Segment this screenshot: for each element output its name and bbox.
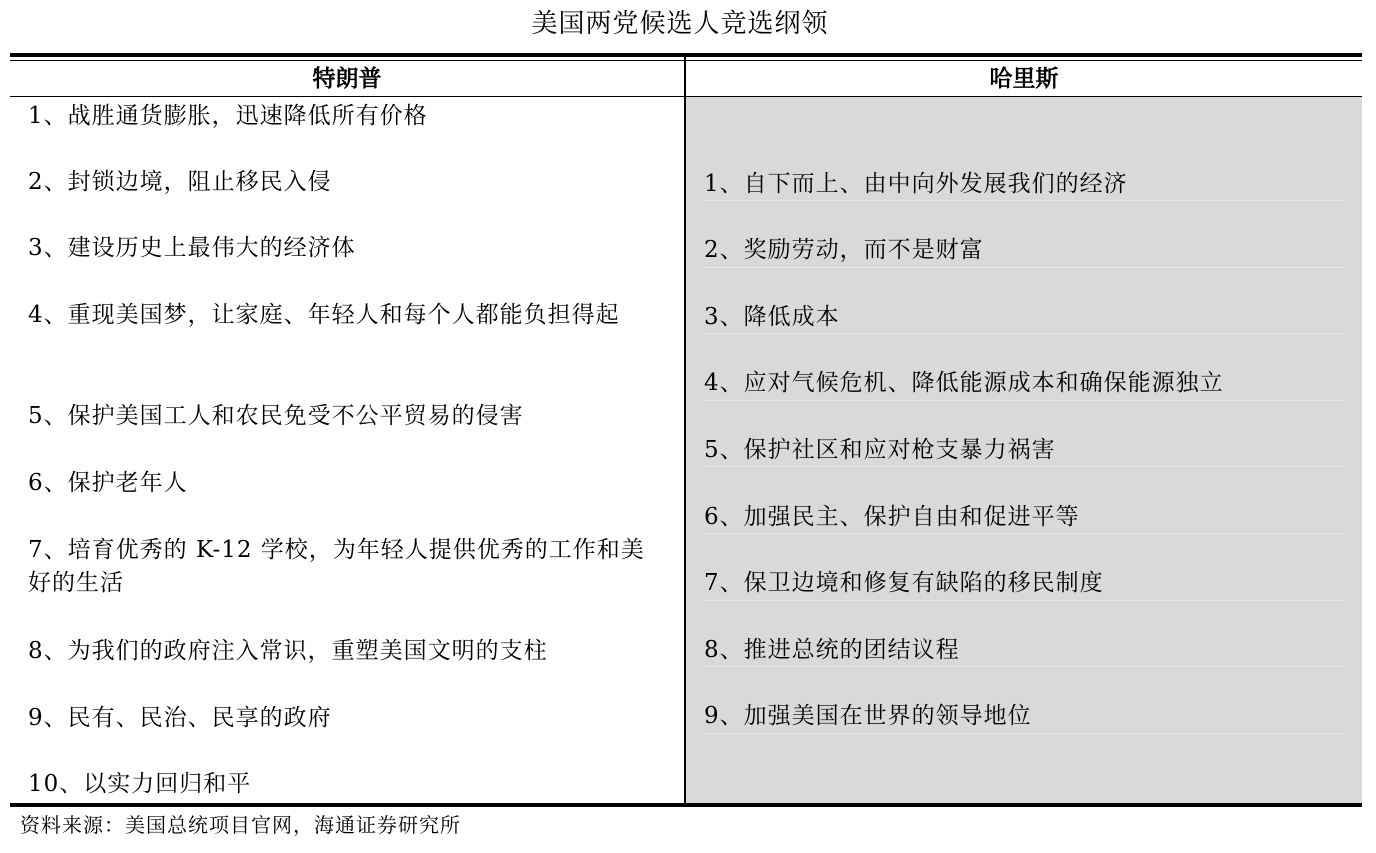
column-divider bbox=[684, 57, 686, 804]
trump-item: 4、重现美国梦，让家庭、年轻人和每个人都能负担得起 bbox=[28, 302, 620, 328]
harris-item: 3、降低成本 bbox=[704, 304, 840, 330]
harris-item: 8、推进总统的团结议程 bbox=[704, 637, 960, 663]
harris-item: 6、加强民主、保护自由和促进平等 bbox=[704, 504, 1080, 530]
trump-item: 9、民有、民治、民享的政府 bbox=[28, 705, 332, 731]
row-separator bbox=[704, 267, 1344, 268]
trump-item: 7、培育优秀的 K-12 学校，为年轻人提供优秀的工作和美好的生活 bbox=[28, 537, 645, 596]
row-separator bbox=[704, 400, 1344, 401]
trump-item: 5、保护美国工人和农民免受不公平贸易的侵害 bbox=[28, 403, 524, 429]
trump-item: 3、建设历史上最伟大的经济体 bbox=[28, 235, 356, 261]
trump-item: 10、以实力回归和平 bbox=[28, 771, 252, 797]
harris-item: 1、自下而上、由中向外发展我们的经济 bbox=[704, 171, 1128, 197]
row-separator bbox=[704, 733, 1344, 734]
source-note: 资料来源：美国总统项目官网，海通证券研究所 bbox=[20, 813, 461, 837]
harris-item: 4、应对气候危机、降低能源成本和确保能源独立 bbox=[704, 370, 1224, 396]
trump-item: 6、保护老年人 bbox=[28, 470, 188, 496]
header-harris: 哈里斯 bbox=[989, 65, 1059, 92]
row-separator bbox=[704, 600, 1344, 601]
top-rule bbox=[10, 53, 1362, 57]
harris-item: 2、奖励劳动，而不是财富 bbox=[704, 237, 984, 263]
trump-item: 1、战胜通货膨胀，迅速降低所有价格 bbox=[28, 103, 428, 129]
trump-item: 2、封锁边境，阻止移民入侵 bbox=[28, 169, 332, 195]
header-trump: 特朗普 bbox=[312, 65, 382, 92]
trump-item: 8、为我们的政府注入常识，重塑美国文明的支柱 bbox=[28, 638, 548, 664]
bottom-rule bbox=[10, 803, 1362, 807]
harris-item: 9、加强美国在世界的领导地位 bbox=[704, 703, 1032, 729]
harris-item: 5、保护社区和应对枪支暴力祸害 bbox=[704, 437, 1056, 463]
harris-item: 7、保卫边境和修复有缺陷的移民制度 bbox=[704, 570, 1104, 596]
table-title: 美国两党候选人竞选纲领 bbox=[531, 9, 829, 39]
